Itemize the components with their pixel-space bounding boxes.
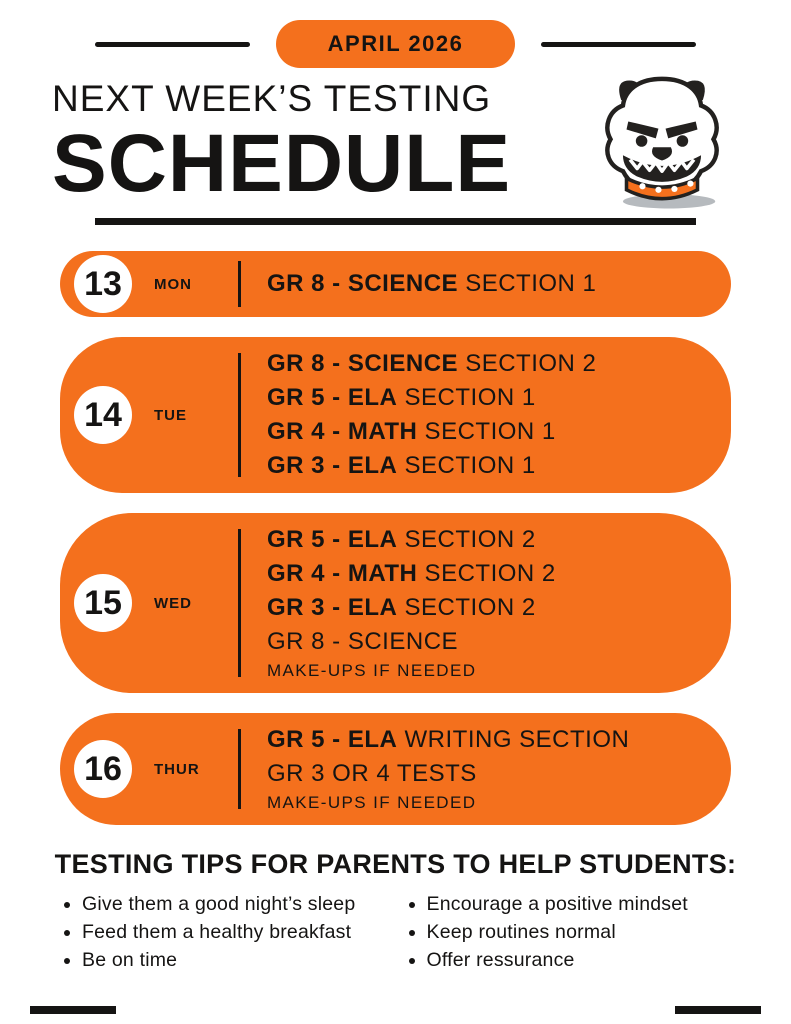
schedule-row-wed <box>60 513 731 693</box>
title-row <box>0 68 791 212</box>
day-number: 14 <box>84 395 122 434</box>
weekday-label: MON <box>154 275 192 293</box>
day-group <box>74 574 238 632</box>
day-group <box>74 255 238 313</box>
weekday-label: TUE <box>154 406 187 424</box>
weekday-label: WED <box>154 594 192 612</box>
tips-columns <box>0 880 791 974</box>
testing-subtitle: NEXT WEEK’S TESTING <box>52 78 492 119</box>
day-number-badge <box>74 255 132 313</box>
bulldog-mascot-icon <box>591 70 733 212</box>
schedule-line: GR 5 - ELA WRITING SECTION <box>267 726 630 753</box>
schedule-line: GR 8 - SCIENCE SECTION 1 <box>267 270 597 297</box>
row-lines <box>241 523 556 683</box>
schedule-line: GR 8 - SCIENCE <box>267 628 459 655</box>
schedule-line: GR 3 - ELA SECTION 2 <box>267 594 536 621</box>
day-number: 15 <box>84 583 122 622</box>
schedule-line: GR 8 - SCIENCE SECTION 2 <box>267 350 597 377</box>
weekday-label: THUR <box>154 760 200 778</box>
row-lines <box>241 347 596 483</box>
schedule-line: GR 5 - ELA SECTION 2 <box>267 526 536 553</box>
day-group <box>74 740 238 798</box>
day-number-badge <box>74 386 132 444</box>
top-rule-right <box>541 42 696 47</box>
tip-item: • Keep routines normal <box>427 918 748 946</box>
schedule-row-mon <box>60 251 731 317</box>
day-number: 16 <box>84 749 122 788</box>
tip-item: • Encourage a positive mindset <box>427 890 748 918</box>
row-lines <box>241 267 596 301</box>
day-group <box>74 386 238 444</box>
schedule-line: GR 4 - MATH SECTION 2 <box>267 560 556 587</box>
tip-item: • Give them a good night’s sleep <box>82 890 403 918</box>
schedule-line: GR 3 OR 4 TESTS <box>267 760 477 787</box>
title-block <box>52 78 512 209</box>
tips-list-left <box>58 890 403 974</box>
schedule-row-thur <box>60 713 731 825</box>
schedule-line: GR 5 - ELA SECTION 1 <box>267 384 536 411</box>
tip-item: • Be on time <box>82 946 403 974</box>
day-number-badge <box>74 574 132 632</box>
tips-heading: TESTING TIPS FOR PARENTS TO HELP STUDENTS: <box>54 849 737 879</box>
schedule-row-tue <box>60 337 731 493</box>
schedule-line-makeups: MAKE-UPS IF NEEDED <box>267 661 477 680</box>
tip-item: • Feed them a healthy breakfast <box>82 918 403 946</box>
top-rule-left <box>95 42 250 47</box>
schedule-list <box>60 251 731 825</box>
schedule-line: GR 4 - MATH SECTION 1 <box>267 418 556 445</box>
tips-column-left <box>58 890 403 974</box>
schedule-line: GR 3 - ELA SECTION 1 <box>267 452 536 479</box>
day-number-badge <box>74 740 132 798</box>
tip-item: • Offer ressurance <box>427 946 748 974</box>
schedule-title: SCHEDULE <box>52 118 512 209</box>
schedule-line-makeups: MAKE-UPS IF NEEDED <box>267 793 477 812</box>
top-band <box>95 20 696 68</box>
row-lines <box>241 723 629 815</box>
tips-column-right <box>403 890 748 974</box>
month-badge: APRIL 2026 <box>276 20 516 68</box>
day-number: 13 <box>84 264 122 303</box>
tips-list-right <box>403 890 748 974</box>
bottom-bar-left <box>30 1006 116 1014</box>
bottom-bar-right <box>675 1006 761 1014</box>
tips-section <box>0 849 791 974</box>
title-underline <box>95 218 696 225</box>
